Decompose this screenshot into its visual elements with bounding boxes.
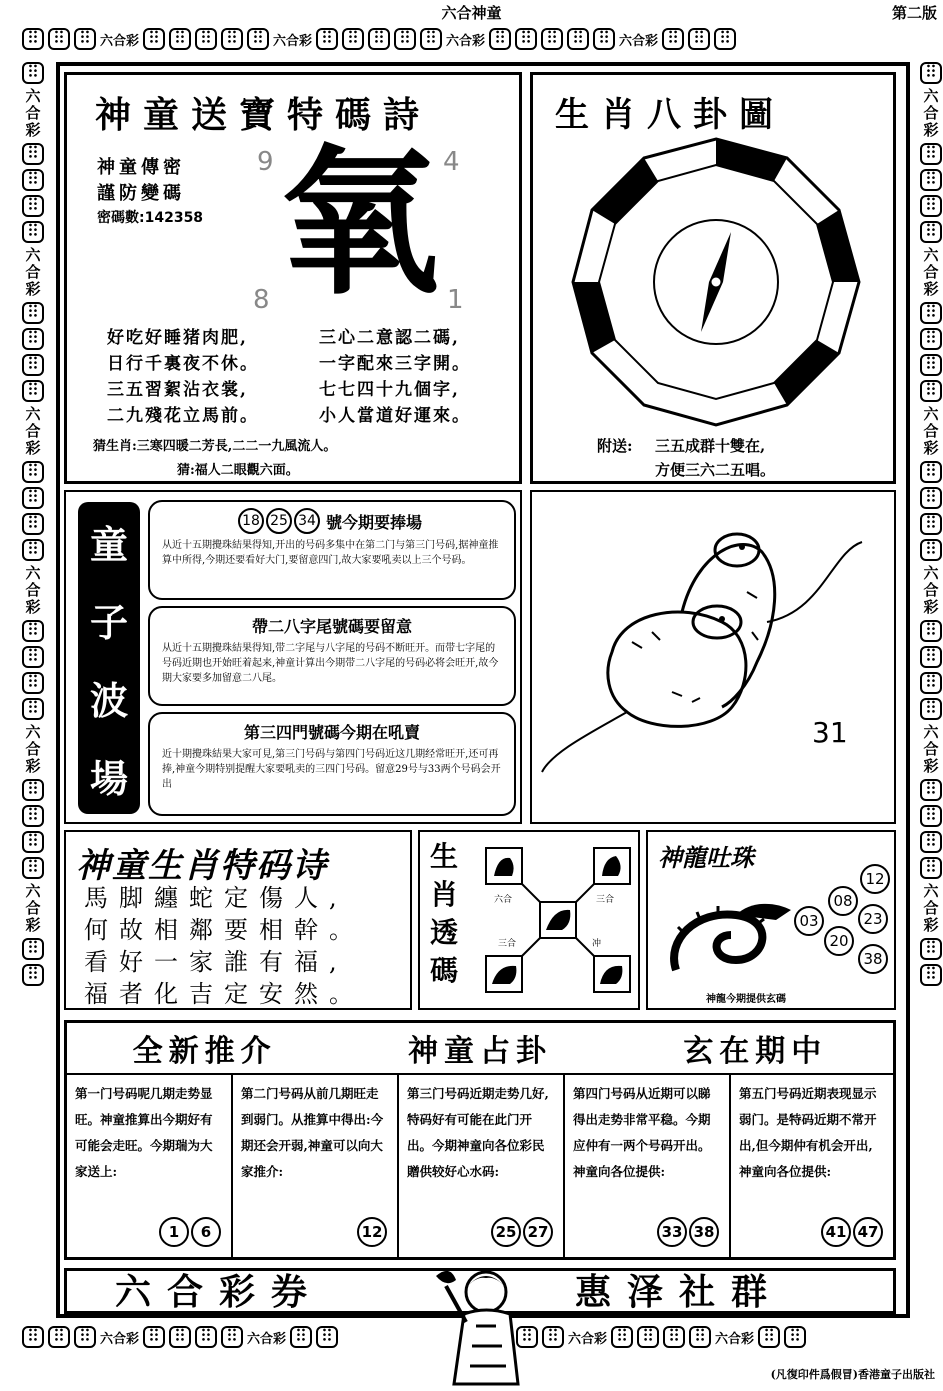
relation-label: 六合 [494,895,513,905]
header-title: 六合神童 [441,4,502,22]
item-text: 从近十五期攪珠結果得知,开出的号码多集中在第二门与第三门号码,据神童推算中所得,今期还要看好大门,要留意四门,故大家要吼卖以上三个号码。 [162,540,499,566]
number-ball: 34 [294,508,320,534]
right-decor-strip [918,62,943,1322]
dice-icon [920,779,942,801]
number-ball: 38 [689,1217,719,1247]
digit-bottom-right: 1 [447,285,464,315]
number-ball: 18 [238,508,264,534]
title-char: 波 [89,677,128,723]
poem-right-column [319,325,471,429]
poem-line: 七七四十九個字, [319,380,460,400]
dice-icon [22,857,44,879]
pearl: 03 [794,906,824,936]
strip-label: 六合彩 [446,33,486,49]
dice-icon [920,831,942,853]
dice-icon [920,302,942,324]
pearl: 38 [858,944,888,974]
compass-pivot [711,277,721,287]
number-ball: 27 [523,1217,553,1247]
dice-icon [169,1326,191,1348]
door-text: 第三门号码近期走势几好,特码好有可能在此门开出。今期神童向各位彩民贈供较好心水码: [407,1086,549,1179]
strip-label: 六合彩 [273,33,313,49]
dice-icon [662,28,684,50]
dice-icon [22,195,44,217]
dice-icon [48,28,70,50]
item-heading: 帶二八字尾號碼要留意 [251,617,412,636]
title-char: 透 [430,916,459,949]
relation-label: 三合 [596,895,615,905]
strip-label: 六合彩 [23,247,42,298]
tongzi-box [64,490,522,824]
dice-icon [920,221,942,243]
poem-line: 何故相鄰要相幹。 [84,916,364,944]
zodiac-relation-diagram [484,846,634,996]
big-character: 氧 [279,128,440,316]
strip-label: 六合彩 [921,406,940,457]
secret-line-2: 謹防變碼 [97,183,185,204]
tongzi-vertical-title [78,502,140,814]
poem-line: 看好一家誰有福, [84,948,348,976]
dice-icon [541,28,563,50]
poem-line: 三心二意認二碼, [319,328,460,348]
dice-icon [22,143,44,165]
strip-label: 六合彩 [23,565,42,616]
title-char: 童 [89,521,128,567]
door-numbers [159,1217,221,1247]
dice-icon [567,28,589,50]
item-heading: 號今期要捧場 [326,512,423,532]
banner-text: 玄在期中 [683,1034,828,1069]
poem-line: 馬脚纏蛇定傷人, [84,884,348,912]
dice-icon [688,28,710,50]
strip-label: 六合彩 [715,1331,755,1347]
dice-icon [22,698,44,720]
dice-icon [611,1326,633,1348]
door-column-4 [565,1075,731,1257]
poem-line: 小人當道好運來。 [319,406,471,426]
left-decor-strip [20,62,46,1322]
dice-icon [22,779,44,801]
dice-icon [22,380,44,402]
strip-label: 六合彩 [921,883,940,934]
rat-eye [719,616,725,622]
zodiac-poem-lines [84,882,364,1010]
dice-icon [22,354,44,376]
dice-icon [22,487,44,509]
dice-icon [714,28,736,50]
rat-fur [632,592,758,702]
transparent-title [430,838,458,990]
door-column-5 [731,1075,893,1257]
zodiac-poem-box [64,830,412,1010]
dice-icon [342,28,364,50]
dice-icon [143,28,165,50]
door-text: 第四门号码从近期可以睇得出走势非常平稳。今期应仲有一两个号码开出。神童向各位提供: [573,1086,711,1179]
poem-line: 福者化吉定安然。 [84,980,364,1008]
rat-illustration [532,492,894,822]
dice-icon [22,539,44,561]
pearl: 20 [824,926,854,956]
dice-icon [316,28,338,50]
title-char: 生 [430,840,459,873]
zodiac-transparent-box [418,830,640,1010]
page-number: 第二版 [891,4,937,22]
dice-icon [920,857,942,879]
dice-icon [290,1326,312,1348]
dice-icon [920,938,942,960]
dice-icon [920,620,942,642]
tongzi-item-1 [148,500,516,600]
dice-icon [22,672,44,694]
dice-icon [221,1326,243,1348]
dice-icon [920,513,942,535]
door-column-2 [233,1075,399,1257]
digit-top-left: 9 [257,147,274,177]
poem-line: 好吃好睡猪肉肥, [107,328,248,348]
dice-icon [22,328,44,350]
dice-icon [195,1326,217,1348]
dice-icon [920,539,942,561]
door-numbers [821,1217,883,1247]
dice-icon [22,938,44,960]
bagua-box [530,72,896,484]
dice-icon [758,1326,780,1348]
dragon-caption: 神龍今期提供玄碼 [706,994,786,1005]
strip-label: 六合彩 [921,565,940,616]
dice-icon [195,28,217,50]
rat-head [693,606,741,638]
door-text: 第一门号码呢几期走势显旺。神童推算出今期好有可能会走旺。今期瑞为大家送上: [75,1086,213,1179]
tongzi-item-3 [148,712,516,816]
dice-icon [593,28,615,50]
rat-body [608,612,746,726]
strip-label: 六合彩 [23,88,42,139]
dice-icon [542,1326,564,1348]
rat-number: 31 [812,716,848,749]
dragon-box [646,830,896,1010]
dice-icon [920,646,942,668]
dice-icon [22,302,44,324]
strip-label: 六合彩 [100,1331,140,1347]
door-text: 第五门号码近期表现显示弱门。是特码近期不常开出,但今期仲有机会开出,神童向各位提供: [739,1086,877,1179]
pearl: 12 [860,864,890,894]
digit-bottom-left: 8 [253,285,270,315]
door-numbers [491,1217,553,1247]
item-heading: 第三四門號碼今期在吼賣 [243,723,420,742]
dice-icon [22,513,44,535]
relation-label: 冲 [592,939,602,949]
door-column-1 [67,1075,233,1257]
poem-line: 日行千裏夜不休。 [107,354,259,374]
strip-label: 六合彩 [921,88,940,139]
child-figure-illustration [426,1266,536,1386]
dice-icon [920,143,942,165]
title-char: 子 [89,599,128,645]
dice-icon [920,698,942,720]
banner-text: 神童占卦 [407,1034,552,1069]
figure-arm [446,1286,466,1322]
recommend-box [64,1020,896,1260]
dice-icon [22,831,44,853]
door-column-3 [399,1075,565,1257]
number-ball: 25 [491,1217,521,1247]
guess-line: 猜:福人二眼觀六面。 [177,463,299,478]
guess-zodiac: 猜生肖:三寒四暖二芳長,二二一九風流人。 [93,439,337,454]
dice-icon [143,1326,165,1348]
dice-icon [920,805,942,827]
dice-icon [48,1326,70,1348]
number-ball: 6 [191,1217,221,1247]
dice-icon [22,28,44,50]
rat-eye [739,544,745,550]
number-ball: 41 [821,1217,851,1247]
rat-tail [542,712,627,772]
door-columns [67,1075,893,1257]
dice-icon [22,62,44,84]
dice-icon [247,28,269,50]
dice-icon [920,380,942,402]
dice-icon [920,672,942,694]
footer-left-text: 六合彩券 [115,1271,324,1313]
number-ball: 25 [266,508,292,534]
strip-label: 六合彩 [921,724,940,775]
door-numbers [357,1217,387,1247]
pearl: 08 [828,886,858,916]
pearl: 23 [858,904,888,934]
number-ball: 47 [853,1217,883,1247]
secret-line-1: 神童傳密 [97,157,185,178]
dice-icon [920,169,942,191]
dice-icon [920,964,942,986]
bonus-line-2: 方便三六二五唱。 [655,461,776,479]
poem-line: 二九殘花立馬前。 [107,406,259,426]
zodiac-poem-title: 神童生肖特码诗 [76,846,328,886]
relation-label: 三合 [498,939,517,949]
dragon-title: 神龍吐珠 [658,843,754,872]
item-text: 近十期攪珠結果大家可見,第三门号码与第四门号码近这几期经常旺开,还可再捧,神童今期特别提醒大家要吼卖的三四门号码。留意29号与33两个号码会开出 [162,749,501,790]
dice-icon [74,28,96,50]
dice-icon [22,646,44,668]
dice-icon [22,620,44,642]
dice-icon [920,62,942,84]
strip-label: 六合彩 [23,406,42,457]
poem-line: 一字配來三字開。 [319,354,471,374]
item-heading-row [150,508,514,534]
dice-icon [920,487,942,509]
title-char: 碼 [430,954,459,987]
dice-icon [489,28,511,50]
dice-icon [515,28,537,50]
strip-label: 六合彩 [921,247,940,298]
bonus-label: 附送: [597,437,633,455]
tongzi-item-2 [148,606,516,706]
dice-icon [169,28,191,50]
number-ball: 1 [159,1217,189,1247]
digit-top-right: 4 [443,147,460,177]
title-char: 肖 [430,878,459,911]
publisher-credit: (凡復印件爲假冒)香港童子出版社 [770,1368,935,1381]
item-text: 从近十五期攪珠結果得知,带二字尾与八字尾的号码不断旺开。而带七字尾的号码近期也开始旺着起来,神童计算出今期带二八字尾的号码必将会旺开,故今期大家要多加留意二八尾。 [162,643,499,684]
dice-icon [22,964,44,986]
strip-label: 六合彩 [568,1331,608,1347]
recommend-banner [67,1023,893,1075]
strip-label: 六合彩 [23,883,42,934]
dice-icon [920,461,942,483]
door-text: 第二门号码从前几期旺走到弱门。从推算中得出:今期还会开弱,神童可以向大家推介: [241,1086,384,1179]
banner-text: 全新推介 [132,1034,277,1069]
bonus-line-1: 三五成群十雙在, [655,437,766,455]
title-char: 場 [89,755,128,801]
poem-title: 神童送寶特碼詩 [95,94,432,136]
rat-tail [767,542,862,622]
poem-left-column [107,325,259,429]
bagua-title: 生肖八卦圖 [555,95,785,135]
strip-label: 六合彩 [619,33,659,49]
dice-icon [316,1326,338,1348]
dragon-illustration [656,880,806,990]
code-label: 密碼數:142358 [97,210,204,226]
figure-flower [436,1271,456,1283]
number-ball: 33 [657,1217,687,1247]
dice-icon [368,28,390,50]
dice-icon [22,805,44,827]
rat-illustration-box [530,490,896,824]
dice-icon [663,1326,685,1348]
dice-icon [784,1326,806,1348]
number-ball: 12 [357,1217,387,1247]
footer-right-text: 惠泽社群 [575,1271,784,1313]
dice-icon [920,328,942,350]
dice-icon [221,28,243,50]
bagua-diagram [571,137,861,427]
dice-icon [22,169,44,191]
poem-line: 三五習絮沾衣裳, [107,380,248,400]
dice-icon [689,1326,711,1348]
strip-label: 六合彩 [100,33,140,49]
dice-icon [920,195,942,217]
door-numbers [657,1217,719,1247]
dice-icon [22,1326,44,1348]
strip-label: 六合彩 [247,1331,287,1347]
strip-label: 六合彩 [23,724,42,775]
dice-icon [920,354,942,376]
dice-icon [637,1326,659,1348]
dice-icon [420,28,442,50]
poem-box [64,72,522,484]
dice-icon [394,28,416,50]
dice-icon [22,461,44,483]
dragon-body [674,914,762,970]
dice-icon [74,1326,96,1348]
top-decor-strip [22,28,922,50]
dice-icon [22,221,44,243]
